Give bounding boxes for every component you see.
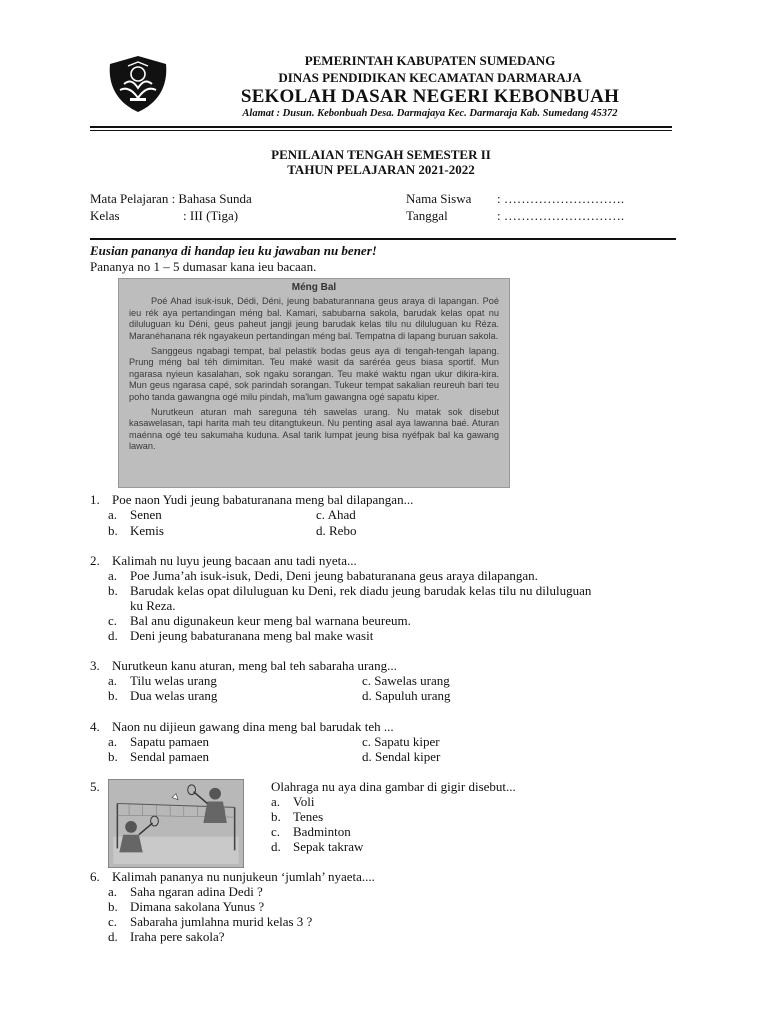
question-5-number: 5. xyxy=(90,779,100,794)
option-1d[interactable] xyxy=(316,523,356,538)
badminton-picture xyxy=(108,779,244,868)
option-letter: a. xyxy=(108,673,118,688)
option-letter: c. xyxy=(271,824,281,839)
option-6b[interactable] xyxy=(108,899,264,914)
option-6a[interactable] xyxy=(108,884,263,899)
option-letter: b. xyxy=(108,583,118,598)
option-letter: a. xyxy=(108,568,118,583)
option-4c[interactable] xyxy=(362,734,440,749)
option-text: Dua welas urang xyxy=(130,688,218,703)
question-number: 6. xyxy=(90,869,100,884)
option-letter: b. xyxy=(108,899,118,914)
passage-paragraph: Nurutkeun aturan mah sareguna téh sawelas urang. Nu matak sok disebut kasawelasan, tapi harita mah teu ditangtukeun. Nu penting asal aya lawanna baé. Aturan maénna ogé teu sakumaha kuduna. Asal tarik lumpat jeung bisa nyéfpak bal ka gawang lawan. xyxy=(129,407,499,452)
option-text: Tilu welas urang xyxy=(130,673,217,688)
option-6c[interactable] xyxy=(108,914,312,929)
option-5a[interactable] xyxy=(271,794,314,809)
option-text: Sendal pamaen xyxy=(130,749,210,764)
date-field[interactable]: : ………………………. xyxy=(497,208,625,223)
option-text: Poe Juma’ah isuk-isuk, Dedi, Deni jeung babaturanana geus araya dilapangan. xyxy=(130,568,538,583)
option-4b[interactable] xyxy=(108,749,209,764)
option-6d[interactable] xyxy=(108,929,225,944)
name-field[interactable]: : ………………………. xyxy=(497,191,625,206)
question-3 xyxy=(90,658,397,673)
question-1 xyxy=(90,492,413,507)
option-letter: b. xyxy=(108,523,118,538)
question-text: Nurutkeun kanu aturan, meng bal teh sabaraha urang... xyxy=(112,658,397,673)
option-5d[interactable] xyxy=(271,839,363,854)
option-text: Sapuluh urang xyxy=(375,688,451,703)
header-divider xyxy=(90,126,672,128)
option-text: Rebo xyxy=(329,523,357,538)
header-divider-thin xyxy=(90,130,672,131)
question-text: Kalimah nu luyu jeung bacaan anu tadi nyeta... xyxy=(112,553,357,568)
question-text: Kalimah pananya nu nunjukeun ‘jumlah’ nyaeta.... xyxy=(112,869,375,884)
option-text: Saha ngaran adina Dedi ? xyxy=(130,884,263,899)
option-text: Sendal kiper xyxy=(375,749,441,764)
option-letter: a. xyxy=(108,734,118,749)
passage-title: Méng Bal xyxy=(291,282,337,293)
option-1b[interactable] xyxy=(108,523,164,538)
meta-divider xyxy=(90,238,676,240)
header-department: DINAS PENDIDIKAN KECAMATAN DARMARAJA xyxy=(278,70,582,85)
option-3b[interactable] xyxy=(108,688,217,703)
option-letter: c. xyxy=(316,507,326,522)
option-text: Badminton xyxy=(293,824,351,839)
passage-paragraph: Poé Ahad isuk-isuk, Dédi, Déni, jeung babaturannana geus araya di lapangan. Poé ieu rék aya pertandingan méng bal. Kamari, sabubarna sakola, barudak kelas opat nu diluluguan ku Déni, geus paheut jangji jeung barudak kelas tilu nu diluluguan ku Réza. Maranéhanana rék ngayakeun pertandingan méng bal. Tempatna di lapang buruan sakola. xyxy=(129,296,499,341)
option-text: Kemis xyxy=(130,523,164,538)
question-6 xyxy=(90,869,375,884)
option-3d[interactable] xyxy=(362,688,450,703)
option-text: Sapatu kiper xyxy=(374,734,440,749)
option-letter: b. xyxy=(108,688,118,703)
passage-intro: Pananya no 1 – 5 dumasar kana ieu bacaan. xyxy=(90,259,317,274)
header-school-name: SEKOLAH DASAR NEGERI KEBONBUAH xyxy=(240,86,620,107)
option-letter: c. xyxy=(362,734,372,749)
option-text: Sawelas urang xyxy=(374,673,450,688)
option-text: Sapatu pamaen xyxy=(130,734,210,749)
school-logo-icon xyxy=(104,54,172,114)
option-text: Barudak kelas opat diluluguan ku Deni, rek diadu jeung barudak kelas tilu nu diluluguan xyxy=(130,583,592,598)
option-2b-continued xyxy=(130,598,175,613)
question-number: 3. xyxy=(90,658,100,673)
option-letter: c. xyxy=(362,673,372,688)
passage-paragraph: Sanggeus ngabagi tempat, bal pelastik bodas geus aya di tengah-tengah lapang. Prung méng bal téh dimimitan. Teu maké wasit da saréréa geus biasa sportif. Mun ngarasa nyieun kasalahan, sok ngaku sorangan. Teu maké waktu ngan ukur dikira-kira. Mun geus ngarasa capé, sok parindah sorangan. Tukeur tempat sakalian reureuh bari teu poho tanda gawangna ogé milu pindah, ma'lum gawangna ogé sapatu kiper. xyxy=(129,346,499,402)
class-value: : III (Tiga) xyxy=(183,208,239,223)
option-letter: d. xyxy=(362,688,372,703)
option-letter: d. xyxy=(108,929,118,944)
option-5c[interactable] xyxy=(271,824,351,839)
option-text: Senen xyxy=(130,507,162,522)
option-letter: a. xyxy=(108,884,118,899)
header-address: Alamat : Dusun. Kebonbuah Desa. Darmajaya Kec. Darmaraja Kab. Sumedang 45372 xyxy=(242,108,618,119)
question-text: Poe naon Yudi jeung babaturanana meng bal dilapangan... xyxy=(112,492,414,507)
question-number: 1. xyxy=(90,492,100,507)
option-letter: d. xyxy=(271,839,281,854)
option-letter: c. xyxy=(108,613,118,628)
option-text: Sabaraha jumlahna murid kelas 3 ? xyxy=(130,914,313,929)
question-4 xyxy=(90,719,394,734)
exam-year: TAHUN PELAJARAN 2021-2022 xyxy=(287,162,475,177)
option-2c[interactable] xyxy=(108,613,411,628)
option-text: Voli xyxy=(293,794,315,809)
question-5-text: Olahraga nu aya dina gambar di gigir disebut... xyxy=(271,779,516,794)
option-text: Iraha pere sakola? xyxy=(130,929,225,944)
option-letter: d. xyxy=(316,523,326,538)
option-text: Bal anu digunakeun keur meng bal warnana beureum. xyxy=(130,613,411,628)
option-2a[interactable] xyxy=(108,568,538,583)
option-2d[interactable] xyxy=(108,628,373,643)
question-2 xyxy=(90,553,357,568)
option-letter: a. xyxy=(271,794,281,809)
date-label: Tanggal xyxy=(406,208,448,223)
option-4d[interactable] xyxy=(362,749,440,764)
exam-title: PENILAIAN TENGAH SEMESTER II xyxy=(271,147,491,162)
option-letter: c. xyxy=(108,914,118,929)
instruction: Eusian pananya di handap ieu ku jawaban nu bener! xyxy=(90,243,377,258)
subject-label: Mata Pelajaran : Bahasa Sunda xyxy=(90,191,252,206)
option-2b[interactable] xyxy=(108,583,591,598)
name-label: Nama Siswa xyxy=(406,191,472,206)
option-5b[interactable] xyxy=(271,809,323,824)
option-4a[interactable] xyxy=(108,734,209,749)
question-number: 2. xyxy=(90,553,100,568)
option-text: Ahad xyxy=(327,507,356,522)
option-text: Sepak takraw xyxy=(293,839,364,854)
option-text: ku Reza. xyxy=(130,598,176,613)
option-1a[interactable] xyxy=(108,507,162,522)
option-letter: a. xyxy=(108,507,118,522)
question-text: Naon nu dijieun gawang dina meng bal barudak teh ... xyxy=(112,719,394,734)
option-text: Dimana sakolana Yunus ? xyxy=(130,899,265,914)
class-label: Kelas xyxy=(90,208,120,223)
option-text: Tenes xyxy=(293,809,324,824)
option-3c[interactable] xyxy=(362,673,450,688)
option-text: Deni jeung babaturanana meng bal make wasit xyxy=(130,628,374,643)
option-3a[interactable] xyxy=(108,673,217,688)
option-1c[interactable] xyxy=(316,507,356,522)
question-number: 4. xyxy=(90,719,100,734)
option-letter: b. xyxy=(108,749,118,764)
header-government: PEMERINTAH KABUPATEN SUMEDANG xyxy=(304,53,556,68)
option-letter: d. xyxy=(108,628,118,643)
option-letter: b. xyxy=(271,809,281,824)
option-letter: d. xyxy=(362,749,372,764)
reading-passage xyxy=(118,278,510,488)
